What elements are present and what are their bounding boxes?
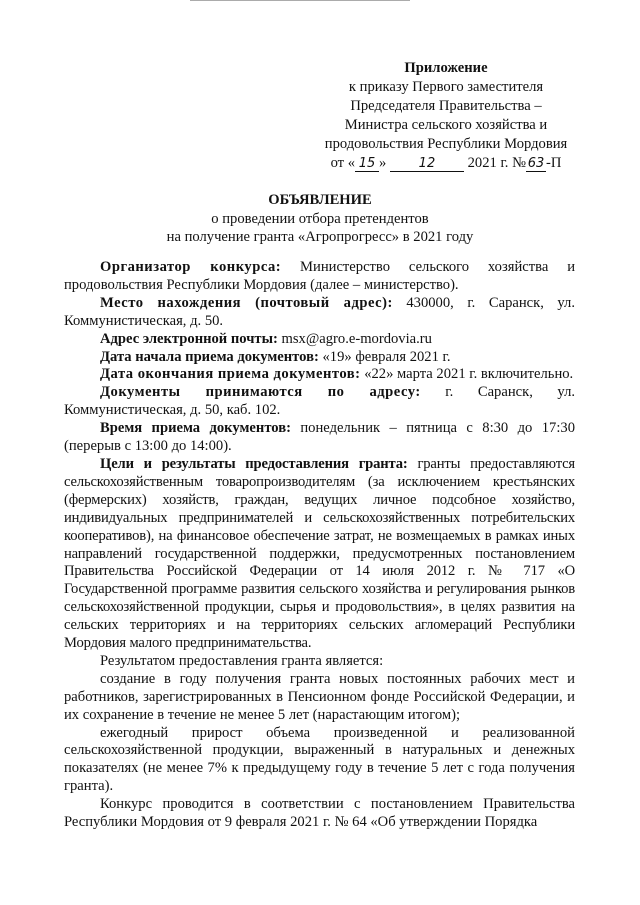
order-number-handwritten: 63 <box>527 156 545 171</box>
email-paragraph <box>64 331 575 349</box>
end-date-paragraph <box>64 366 575 384</box>
time-label: Время приема документов: <box>100 420 291 437</box>
order-mid: » <box>379 155 387 171</box>
goals-text: гранты предоставляются сельскохозяйственным товаропроизводителям (за исключением крестьянских (фермерских) хозяйств, граждан, ведущих личное подсобное хозяйство, индивидуальных предпринимателей и сельскохозяйственных потребительских кооперативов), на финансовое обеспечение затрат, не возмещаемых в рамках иных направлений государственной поддержки, предусмотренных постановлением Правительства Российской Федерации от 14 июля 2012 г. № 717 «О Государственной программе развития сельского хозяйства и регулирования рынков сельскохозяйственной продукции, сырья и продовольствия», в целях развития на сельских территориях и на территориях сельских агломераций Республики Мордовия малого предпринимательства. <box>64 455 575 652</box>
announcement-subtitle: о проведении отбора претендентов <box>211 211 429 227</box>
result-item-1 <box>64 671 575 725</box>
docs-address-paragraph <box>64 384 575 420</box>
organizer-label: Организатор конкурса: <box>100 259 282 275</box>
organizer-paragraph <box>64 259 575 295</box>
end-date-label: Дата окончания приема документов: <box>100 366 361 383</box>
announcement-title: ОБЪЯВЛЕНИЕ <box>268 192 372 208</box>
scan-edge-artifact <box>190 0 410 4</box>
order-day-handwritten: 15 <box>355 157 379 172</box>
goals-paragraph <box>64 456 575 653</box>
order-date-line <box>318 154 574 173</box>
docs-address-label: Документы принимаются по адресу: <box>100 384 421 401</box>
result-intro-paragraph <box>64 653 575 671</box>
location-text: 430000, г. Саранск, ул. Коммунистическая, д. 50. <box>64 294 575 329</box>
start-date-paragraph <box>64 349 575 367</box>
email-text: msx@agro.e-mordovia.ru <box>281 330 432 347</box>
appendix-title: Приложение <box>404 60 488 76</box>
order-suffix: -П <box>546 155 562 171</box>
announcement-heading <box>64 191 576 246</box>
order-prefix: от « <box>330 155 355 171</box>
appendix-line: Министра сельского хозяйства и <box>344 117 548 133</box>
location-label: Место нахождения (почтовый адрес): <box>100 294 393 311</box>
announcement-body <box>64 259 575 832</box>
goals-label: Цели и результаты предоставления гранта: <box>100 455 408 472</box>
result-intro-text: Результатом предоставления гранта является: <box>100 652 384 669</box>
result-item-2-text: ежегодный прирост объема произведенной и реализованной сельскохозяйственной продукции, выраженный в натуральных и денежных показателях (не менее 7% к предыдущему году в течение 5 лет с года получения гранта). <box>64 724 575 795</box>
start-date-text: «19» февраля 2021 г. <box>322 348 451 365</box>
order-year: 2021 г. № <box>467 155 527 171</box>
end-date-text: «22» марта 2021 г. включительно. <box>364 366 574 383</box>
time-paragraph <box>64 420 575 456</box>
appendix-line: продовольствия Республики Мордовия <box>324 136 568 152</box>
docs-address-text: г. Саранск, ул. Коммунистическая, д. 50, каб. 102. <box>64 384 575 419</box>
appendix-line: Председателя Правительства – <box>350 98 542 114</box>
result-item-1-text: создание в году получения гранта новых постоянных рабочих мест и работников, зарегистрированных в Пенсионном фонде Российской Федерации, и их сохранение в течение не менее 5 лет (нарастающим итогом); <box>64 670 575 723</box>
email-label: Адрес электронной почты: <box>100 330 278 347</box>
announcement-subtitle: на получение гранта «Агропрогресс» в 2021 году <box>166 229 474 245</box>
contest-paragraph <box>64 796 575 832</box>
appendix-block <box>318 59 574 173</box>
location-paragraph <box>64 295 575 331</box>
start-date-label: Дата начала приема документов: <box>100 348 319 365</box>
appendix-line: к приказу Первого заместителя <box>348 79 544 95</box>
organizer-text: Министерство сельского хозяйства и продовольствия Республики Мордовия (далее – министерство). <box>64 259 575 293</box>
time-text: понедельник – пятница с 8:30 до 17:30 (перерыв с 13:00 до 14:00). <box>64 420 575 455</box>
order-month-handwritten: 12 <box>390 157 464 172</box>
result-item-2 <box>64 725 575 797</box>
contest-text: Конкурс проводится в соответствии с постановлением Правительства Республики Мордовия от 9 февраля 2021 г. № 64 «Об утверждении Порядка <box>64 796 575 831</box>
